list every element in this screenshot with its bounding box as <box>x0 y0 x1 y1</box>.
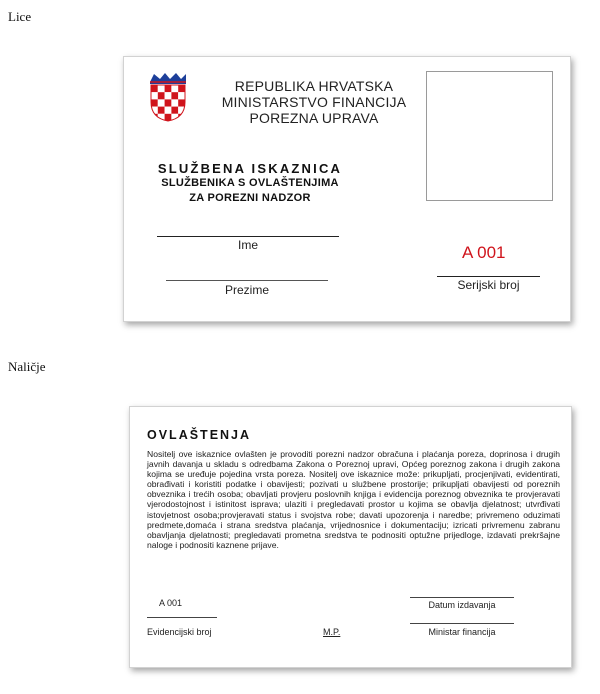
stamp-placeholder: M.P. <box>323 627 341 637</box>
croatian-coat-of-arms-icon <box>148 72 188 122</box>
authorizations-title: OVLAŠTENJA <box>147 428 252 442</box>
ministry-line-ministry: MINISTARSTVO FINANCIJA <box>221 94 407 110</box>
id-card-front <box>123 56 571 322</box>
surname-caption: Prezime <box>224 283 269 297</box>
ministry-line-tax-administration: POREZNA UPRAVA <box>249 110 379 126</box>
serial-caption: Serijski broj <box>457 278 520 292</box>
record-number-value: A 001 <box>159 598 183 608</box>
authorizations-body: Nositelj ove iskaznice ovlašten je provoditi porezni nadzor obračuna i plaćanja poreza, doprinosa i drugih javnih davanja u skladu s odredbama Zakona o Poreznoj upravi, Općeg poreznog zakona i drugih zakona kojima se uređuje pojedina vrsta poreza. Nositelj ove iskaznice može: prikupljati, procjenjivati, evidentirati, obrađivati i koristiti podatke i obavijesti; pozivati u službene prostorije; prikupljati obavijesti od poreznih obveznika i trećih osoba; obavljati provjeru poslovnih knjiga i evidencija poreznog obveznika te provjeravati vjerodostojnost i istinitost isprava; ulaziti i pregledavati prostor u kojima se obavlja djelatnost; utvrđivati istovjetnost osoba;provjeravati status i svojstva robe; davati upozorenja i naredbe; privremeno oduzimati predmete,domaća i strana sredstva plaćanja, vrijednosnice i dokumentaciju; izricati privremenu zabranu obavljanja djelatnosti; pregledavati prometna sredstva te podnositi optužne prijedloge, izdavati prekršajne naloge i podnositi kaznene prijave. <box>147 449 560 550</box>
photo-placeholder <box>426 71 553 201</box>
issue-date-line <box>410 597 514 598</box>
record-number-caption: Evidencijski broj <box>147 627 212 637</box>
id-card-back <box>129 406 572 668</box>
name-caption: Ime <box>237 238 258 252</box>
issue-date-caption: Datum izdavanja <box>428 600 496 610</box>
record-number-line <box>147 617 217 618</box>
minister-caption: Ministar financija <box>428 627 496 637</box>
card-title-line-2: SLUŽBENIKA S OVLAŠTENJIMA <box>161 177 339 189</box>
minister-signature-line <box>410 623 514 624</box>
card-title <box>124 161 376 206</box>
ministry-line-republic: REPUBLIKA HRVATSKA <box>234 78 394 94</box>
surname-line <box>166 280 328 281</box>
serial-line <box>437 276 540 277</box>
front-section-label: Lice <box>8 9 32 24</box>
card-title-line-3: ZA POREZNI NADZOR <box>189 192 311 204</box>
back-section-label: Naličje <box>8 359 46 374</box>
name-line <box>157 236 339 237</box>
serial-number-value: A 001 <box>462 243 506 262</box>
ministry-header <box>204 78 424 126</box>
card-title-line-1: SLUŽBENA ISKAZNICA <box>157 161 343 176</box>
